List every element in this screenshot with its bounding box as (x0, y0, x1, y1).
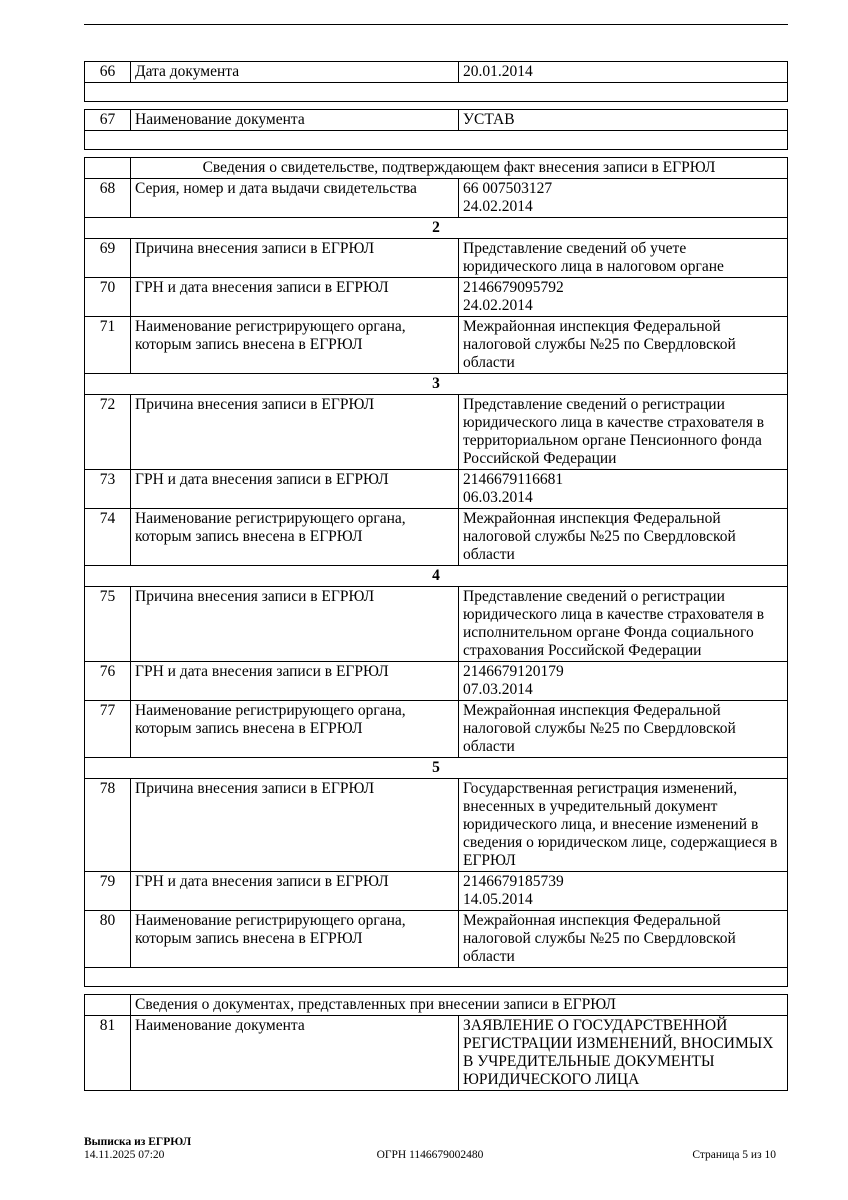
row-label-cell: Причина внесения записи в ЕГРЮЛ (131, 779, 459, 871)
row-label-cell: ГРН и дата внесения записи в ЕГРЮЛ (131, 872, 459, 910)
footer-ogrn: ОГРН 1146679002480 (376, 1149, 484, 1161)
section-header-text: Сведения о свидетельстве, подтверждающем факт внесения записи в ЕГРЮЛ (202, 159, 716, 176)
row-label-cell: ГРН и дата внесения записи в ЕГРЮЛ (131, 470, 459, 508)
section-header-row (84, 994, 788, 1016)
spacer-row (84, 131, 788, 150)
row-number-cell: 76 (85, 662, 131, 700)
spacer-row (84, 83, 788, 102)
table-row (84, 701, 788, 758)
row-value-cell (459, 179, 787, 217)
row-value-line: 07.03.2014 (463, 681, 533, 698)
table-row (84, 109, 788, 131)
row-number-cell: 70 (85, 278, 131, 316)
table-row (84, 662, 788, 701)
row-label-cell: Серия, номер и дата выдачи свидетельства (131, 179, 459, 217)
table-row (84, 587, 788, 662)
section-number-row: 5 (84, 758, 788, 779)
row-label-cell: Наименование регистрирующего органа, которым запись внесена в ЕГРЮЛ (131, 701, 459, 757)
row-value-line: 24.02.2014 (463, 198, 533, 215)
table-gap (84, 102, 788, 109)
row-value-line: 24.02.2014 (463, 297, 533, 314)
row-value-line: УСТАВ (463, 111, 515, 128)
row-number-cell: 73 (85, 470, 131, 508)
row-label-cell: Наименование регистрирующего органа, которым запись внесена в ЕГРЮЛ (131, 509, 459, 565)
row-label-cell: Дата документа (131, 62, 459, 82)
row-value-line: Межрайонная инспекция Федеральной налоговой службы №25 по Свердловской области (463, 510, 736, 563)
row-number-cell: 66 (85, 62, 131, 82)
row-value-line: 14.05.2014 (463, 891, 533, 908)
footer-page-number: Страница 5 из 10 (692, 1149, 777, 1161)
row-value-line: Межрайонная инспекция Федеральной налоговой службы №25 по Свердловской области (463, 318, 736, 371)
row-label-cell: Причина внесения записи в ЕГРЮЛ (131, 587, 459, 661)
table-row (84, 509, 788, 566)
row-label-cell: ГРН и дата внесения записи в ЕГРЮЛ (131, 278, 459, 316)
table-row (84, 872, 788, 911)
page-footer (84, 1136, 776, 1162)
row-value-line: Межрайонная инспекция Федеральной налоговой службы №25 по Свердловской области (463, 702, 736, 755)
row-value-cell (459, 62, 787, 82)
row-value-cell (459, 317, 787, 373)
row-number-cell: 79 (85, 872, 131, 910)
row-value-line: 2146679116681 (463, 471, 564, 488)
spacer-row (84, 968, 788, 987)
row-number-cell: 67 (85, 110, 131, 130)
row-value-line: 2146679095792 (463, 279, 564, 296)
row-value-cell (459, 470, 787, 508)
egrul-table (84, 24, 788, 1091)
row-number-cell: 80 (85, 911, 131, 967)
row-number-cell: 69 (85, 239, 131, 277)
row-number-cell: 78 (85, 779, 131, 871)
table-row (84, 179, 788, 218)
row-value-line: Представление сведений о регистрации юридического лица в качестве страхователя в территориальном органе Пенсионного фонда Российской Федерации (463, 396, 765, 467)
table-row (84, 395, 788, 470)
row-value-cell (459, 911, 787, 967)
footer-datetime: 14.11.2025 07:20 (84, 1149, 165, 1161)
table-row (84, 317, 788, 374)
table-row (84, 911, 788, 968)
row-label-cell: Наименование документа (131, 1016, 459, 1090)
row-value-cell (459, 872, 787, 910)
row-number-cell: 81 (85, 1016, 131, 1090)
row-value-line: 2146679120179 (463, 663, 564, 680)
row-number-cell: 68 (85, 179, 131, 217)
row-value-line: 20.01.2014 (463, 63, 533, 80)
table-row (84, 239, 788, 278)
table-row (84, 470, 788, 509)
row-number-cell: 75 (85, 587, 131, 661)
table-row (84, 779, 788, 872)
row-number-cell: 72 (85, 395, 131, 469)
row-value-cell (459, 509, 787, 565)
row-number-cell: 74 (85, 509, 131, 565)
table-gap (84, 987, 788, 994)
section-header-row (84, 157, 788, 179)
section-number-row: 3 (84, 374, 788, 395)
row-value-line: Межрайонная инспекция Федеральной налоговой службы №25 по Свердловской области (463, 912, 736, 965)
row-value-line: Представление сведений о регистрации юридического лица в качестве страхователя в исполнительном органе Фонда социального страхования Российской Федерации (463, 588, 765, 659)
row-label-cell: ГРН и дата внесения записи в ЕГРЮЛ (131, 662, 459, 700)
row-value-line: 2146679185739 (463, 873, 564, 890)
row-value-cell (459, 587, 787, 661)
row-value-line: 66 007503127 (463, 180, 553, 197)
row-value-cell (459, 779, 787, 871)
row-number-cell: 71 (85, 317, 131, 373)
table-row (84, 61, 788, 83)
row-number-cell (85, 995, 131, 1015)
row-label-cell: Причина внесения записи в ЕГРЮЛ (131, 395, 459, 469)
row-value-line: 06.03.2014 (463, 489, 533, 506)
row-value-cell (459, 239, 787, 277)
row-value-line: ЗАЯВЛЕНИЕ О ГОСУДАРСТВЕННОЙ РЕГИСТРАЦИИ ИЗМЕНЕНИЙ, ВНОСИМЫХ В УЧРЕДИТЕЛЬНЫЕ ДОКУМЕНТЫ ЮРИДИЧЕСКОГО ЛИЦА (463, 1017, 774, 1088)
row-value-line: Государственная регистрация изменений, внесенных в учредительный документ юридического лица, и внесение изменений в сведения о юридическом лице, содержащиеся в ЕГРЮЛ (463, 780, 778, 869)
row-label-cell: Наименование документа (131, 110, 459, 130)
section-header-text: Сведения о документах, представленных при внесении записи в ЕГРЮЛ (135, 996, 616, 1013)
section-number-row: 2 (84, 218, 788, 239)
row-label-cell: Наименование регистрирующего органа, которым запись внесена в ЕГРЮЛ (131, 911, 459, 967)
row-label-cell: Причина внесения записи в ЕГРЮЛ (131, 239, 459, 277)
table-row (84, 278, 788, 317)
row-value-line: Представление сведений об учете юридического лица в налоговом органе (463, 240, 724, 275)
row-value-cell (459, 278, 787, 316)
row-value-cell (459, 662, 787, 700)
row-number-cell: 77 (85, 701, 131, 757)
footer-document-title: Выписка из ЕГРЮЛ (84, 1136, 192, 1148)
table-gap (84, 25, 788, 61)
row-number-cell (85, 158, 131, 178)
row-value-cell (459, 701, 787, 757)
table-gap (84, 150, 788, 157)
row-label-cell: Наименование регистрирующего органа, которым запись внесена в ЕГРЮЛ (131, 317, 459, 373)
row-value-cell (459, 395, 787, 469)
footer-left (84, 1136, 315, 1162)
table-row (84, 1016, 788, 1091)
row-value-cell (459, 1016, 787, 1090)
row-value-cell (459, 110, 787, 130)
section-number-row: 4 (84, 566, 788, 587)
